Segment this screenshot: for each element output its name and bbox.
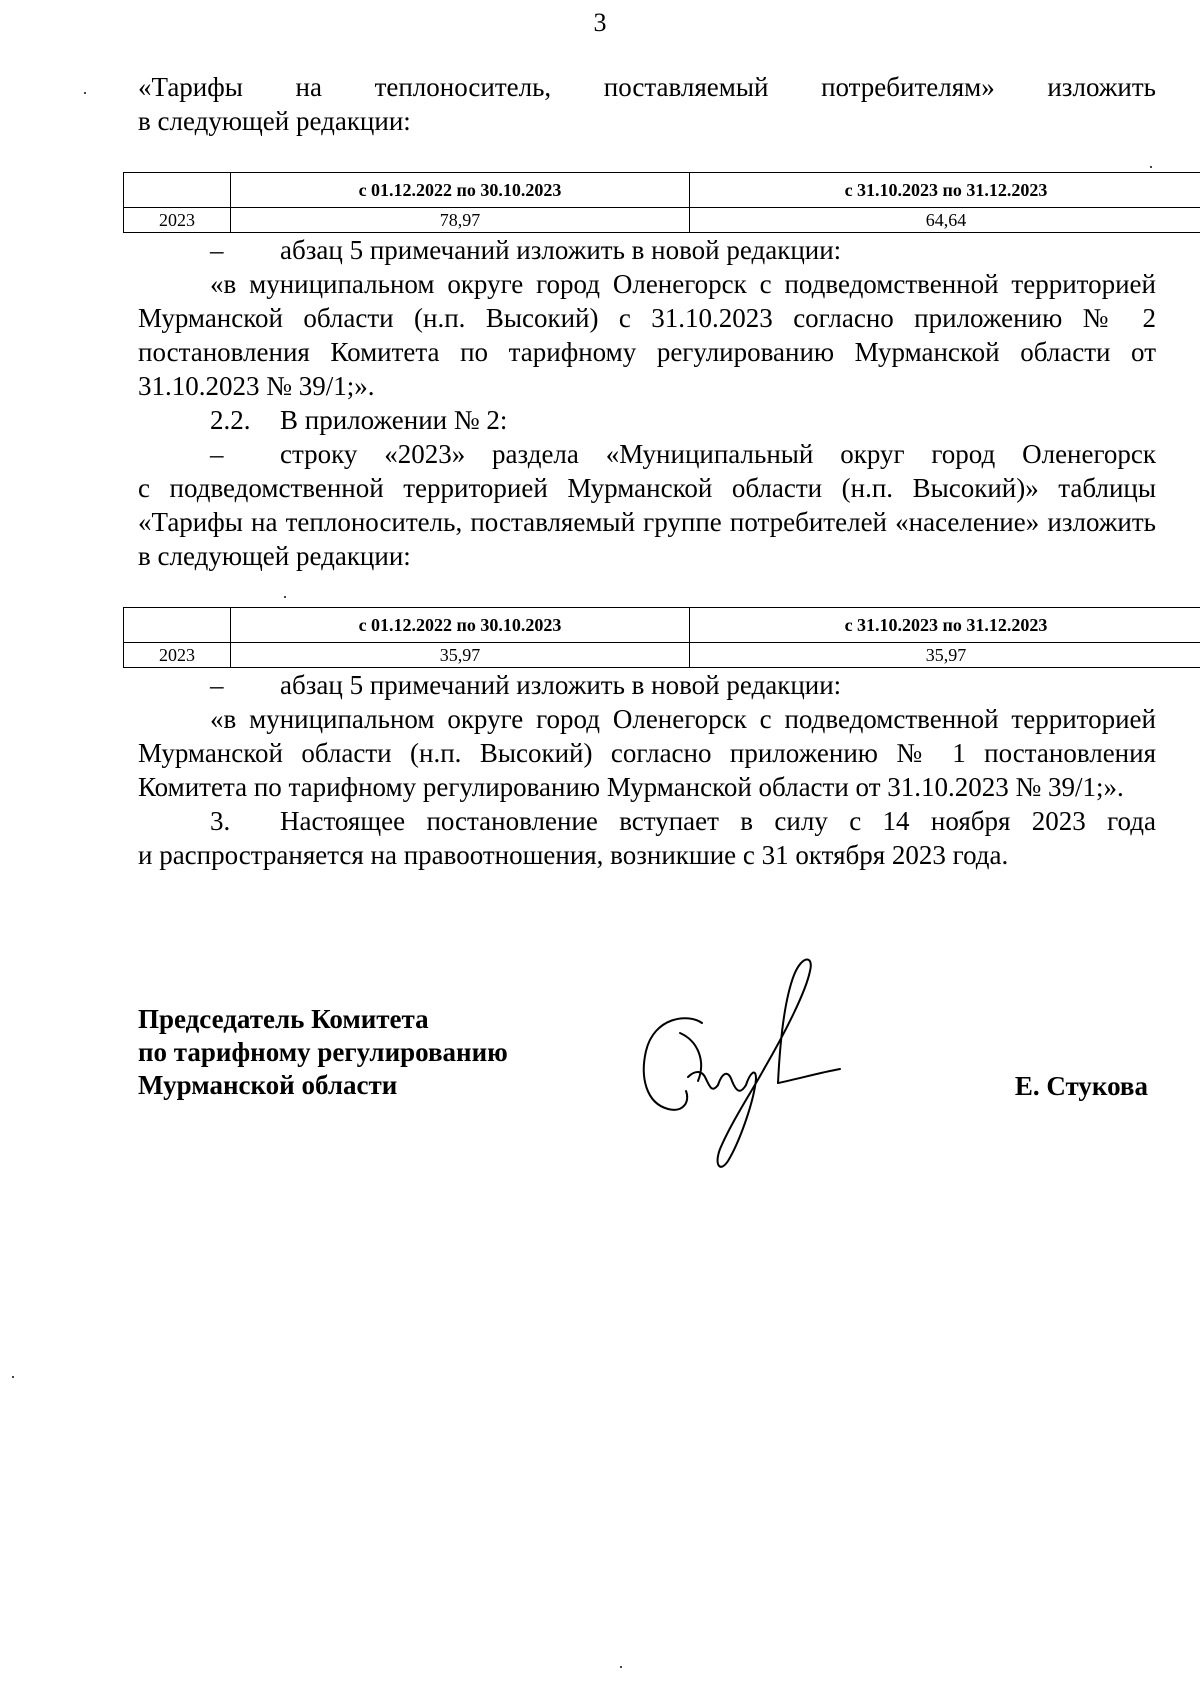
signatory-title-line: по тарифному регулированию [138,1037,508,1067]
table-header-row [124,608,1200,643]
signatory-title [138,1003,508,1102]
table-cell-value: 35,97 [690,643,1200,668]
section-item [138,804,1156,838]
dash-marker: – [210,439,224,469]
amendment-item [138,233,1156,267]
quoted-paragraph: «в муниципальном округе город Оленегорск с подведомственной территорией Мурманской области (н.п. Высокий) согласно приложению № 1 постановления Комитета по тарифному регулированию Мурманской области от 31.10.2023 № 39/1;». [138,704,1156,802]
table-header-cell: с 31.10.2023 по 31.12.2023 [690,173,1200,208]
table-header-row [124,173,1200,208]
table-header-cell: с 01.12.2022 по 30.10.2023 [231,608,690,643]
signatory-title-line: Председатель Комитета [138,1004,429,1034]
page-number: 3 [593,8,607,37]
scan-speck [12,1376,14,1378]
section-item [138,403,1156,437]
table-row [124,643,1200,668]
signatory-title-line: Мурманской области [138,1070,398,1100]
table-row [124,208,1200,233]
section-continuation: и распространяется на правоотношения, возникшие с 31 октября 2023 года. [138,840,1009,870]
intro-line-1: «Тарифы на теплоноситель, поставляемый потребителям» изложить [138,72,1156,102]
table-cell-value: 64,64 [690,208,1200,233]
scan-speck [284,596,286,598]
table-cell-value: 35,97 [231,643,690,668]
dash-marker: – [210,670,224,700]
tariff-table-1 [123,172,1200,233]
dash-marker: – [210,235,224,265]
table-cell-year: 2023 [124,208,231,233]
section-text: Настоящее постановление вступает в силу с 14 ноября 2023 года [280,806,1156,836]
table-cell-value: 78,97 [231,208,690,233]
scan-speck [620,1666,622,1668]
table-cell-year: 2023 [124,643,231,668]
amendment-text: абзац 5 примечаний изложить в новой редакции: [280,235,842,265]
scan-speck [84,92,86,94]
handwritten-signature [628,951,848,1186]
table-header-cell [124,608,231,643]
amendment-continuation: с подведомственной территорией Мурманской области (н.п. Высокий)» таблицы «Тарифы на теплоноситель, поставляемый группе потребителей «население» изложить в следующей редакции: [138,473,1156,571]
table-header-cell [124,173,231,208]
section-number: 2.2. [210,405,251,435]
signatory-name: Е. Стукова [1014,1071,1148,1101]
scan-speck [1150,166,1152,168]
amendment-text: абзац 5 примечаний изложить в новой редакции: [280,670,842,700]
intro-line-2: в следующей редакции: [138,106,411,136]
section-text: В приложении № 2: [280,405,508,435]
table-header-cell: с 31.10.2023 по 31.12.2023 [690,608,1200,643]
amendment-item [138,668,1156,702]
quoted-paragraph: «в муниципальном округе город Оленегорск с подведомственной территорией Мурманской области (н.п. Высокий) с 31.10.2023 согласно приложению № 2 постановления Комитета по тарифному регулированию Мурманской области от 31.10.2023 № 39/1;». [138,269,1156,401]
signature-block [138,1003,1148,1173]
amendment-item [138,437,1156,471]
table-header-cell: с 01.12.2022 по 30.10.2023 [231,173,690,208]
section-number: 3. [210,806,231,836]
amendment-text: строку «2023» раздела «Муниципальный округ город Оленегорск [280,439,1156,469]
document-body [138,70,1156,872]
tariff-table-2 [123,607,1200,668]
